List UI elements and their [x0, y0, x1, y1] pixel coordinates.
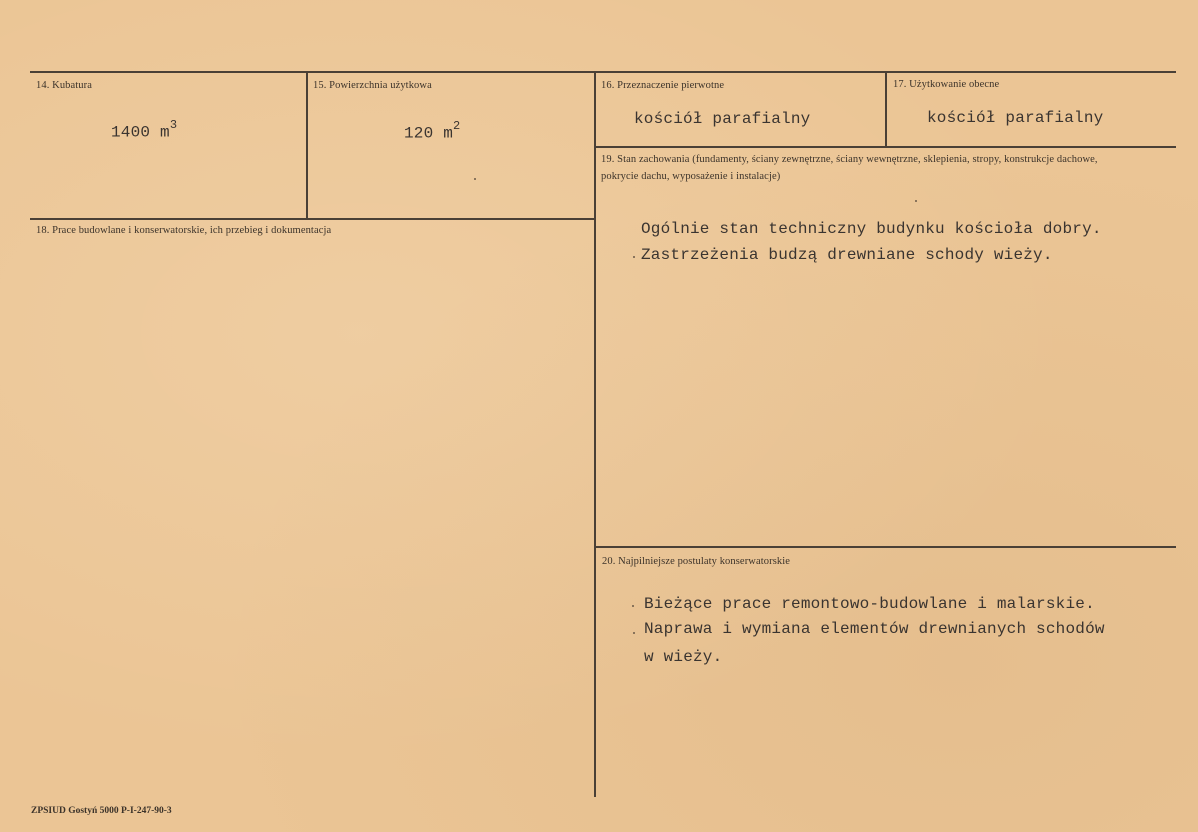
field-14-value: [111, 120, 177, 141]
rule-above-20: [596, 546, 1176, 548]
field-16-value: kościół parafialny: [634, 110, 811, 128]
field-14-label: 14. Kubatura: [36, 80, 93, 91]
field-20-label: 20. Najpilniejsze postulaty konserwatorskie: [602, 556, 791, 567]
field-20-line-3: w wieży.: [644, 648, 723, 666]
ink-speck: [633, 256, 635, 258]
ink-speck: [633, 632, 635, 634]
field-14-exponent: 3: [169, 118, 178, 132]
field-15-number: 120 m: [404, 124, 454, 143]
field-15-label: 15. Powierzchnia użytkowa: [313, 80, 432, 91]
top-rule: [30, 71, 1176, 73]
divider-14-15: [306, 73, 308, 219]
ink-speck: [632, 605, 634, 607]
rule-under-14-15: [30, 218, 594, 220]
field-17-value: kościół parafialny: [927, 109, 1104, 127]
field-17-label: 17. Użytkowanie obecne: [893, 79, 1000, 90]
printer-imprint: ZPSIUD Gostyń 5000 P-I-247-90-3: [31, 806, 172, 816]
field-19-line-1: Ogólnie stan techniczny budynku kościoła dobry.: [641, 220, 1102, 238]
field-20-line-2: Naprawa i wymiana elementów drewnianych schodów: [644, 620, 1105, 638]
divider-16-17: [885, 73, 887, 147]
field-19-label: 19. Stan zachowania (fundamenty, ściany zewnętrzne, ściany wewnętrzne, sklepienia, stropy, konstrukcje dachowe, pokrycie dachu, wyposażenie i instalacje): [601, 154, 1098, 182]
field-14-number: 1400 m: [111, 123, 170, 142]
field-19-line-2: Zastrzeżenia budzą drewniane schody wieży.: [641, 246, 1053, 264]
field-15-value: [404, 121, 460, 142]
field-15-exponent: 2: [453, 119, 461, 133]
field-18-label: 18. Prace budowlane i konserwatorskie, ich przebieg i dokumentacja: [36, 225, 332, 236]
ink-speck: [474, 178, 476, 180]
field-20-line-1: Bieżące prace remontowo-budowlane i malarskie.: [644, 595, 1095, 613]
main-divider: [594, 73, 596, 797]
ink-speck: [915, 200, 917, 202]
field-16-label: 16. Przeznaczenie pierwotne: [601, 80, 725, 91]
